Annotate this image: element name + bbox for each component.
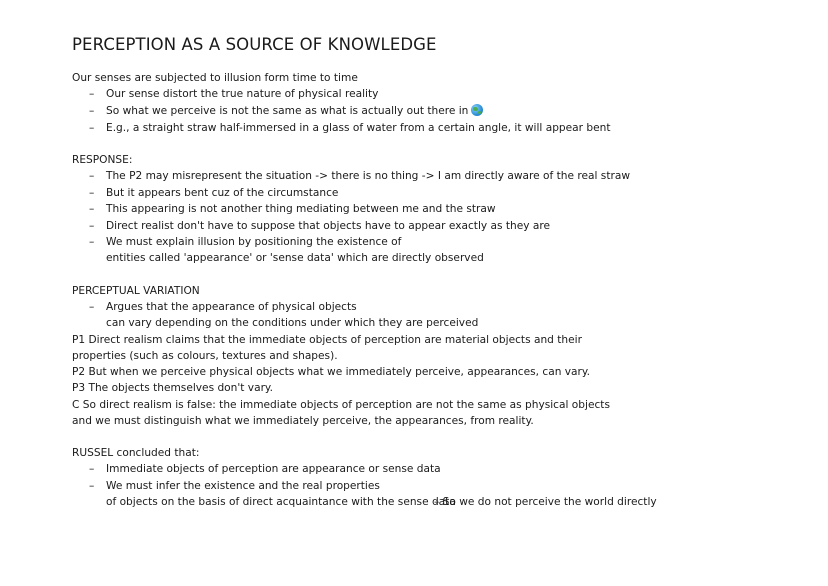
response-bullet-4: Direct realist don't have to suppose that objects have to appear exactly as they are <box>106 220 551 232</box>
variation-bullet: Argues that the appearance of physical objects <box>106 301 357 313</box>
bullet-dash: – <box>89 187 95 199</box>
intro-bullet-2 <box>106 104 483 118</box>
intro-heading: Our senses are subjected to illusion form time to time <box>72 72 358 84</box>
argument-line: P2 But when we perceive physical objects what we immediately perceive, appearances, can vary. <box>72 366 591 378</box>
russel-heading: RUSSEL concluded that: <box>72 447 200 459</box>
response-bullet-3: This appearing is not another thing mediating between me and the straw <box>106 203 496 215</box>
bullet-dash: – <box>89 301 95 313</box>
bullet-dash: – <box>89 236 95 248</box>
intro-bullet-1: Our sense distort the true nature of physical reality <box>106 88 379 100</box>
intro-bullet-2-text: So what we perceive is not the same as what is actually out there in <box>106 105 469 117</box>
argument-line: C So direct realism is false: the immediate objects of perception are not the same as physical objects <box>72 399 610 411</box>
page-title: PERCEPTION AS A SOURCE OF KNOWLEDGE <box>72 35 437 54</box>
bullet-dash: – <box>89 105 95 117</box>
variation-continuation: can vary depending on the conditions under which they are perceived <box>106 317 479 329</box>
argument-line: and we must distinguish what we immediately perceive, the appearances, from reality. <box>72 415 534 427</box>
russel-side-note: – So we do not perceive the world directly <box>434 496 657 508</box>
russel-continuation: of objects on the basis of direct acquaintance with the sense data <box>106 496 456 508</box>
intro-bullet-3: E.g., a straight straw half-immersed in a glass of water from a certain angle, it will appear bent <box>106 122 611 134</box>
response-bullet-5: We must explain illusion by positioning the existence of <box>106 236 402 248</box>
argument-line: properties (such as colours, textures and shapes). <box>72 350 338 362</box>
response-bullet-1: The P2 may misrepresent the situation -> there is no thing -> I am directly aware of the real straw <box>106 170 630 182</box>
variation-heading: PERCEPTUAL VARIATION <box>72 285 200 297</box>
argument-line: P1 Direct realism claims that the immediate objects of perception are material objects and their <box>72 334 582 346</box>
response-heading: RESPONSE: <box>72 154 133 166</box>
bullet-dash: – <box>89 220 95 232</box>
bullet-dash: – <box>89 480 95 492</box>
russel-bullet-2: We must infer the existence and the real properties <box>106 480 380 492</box>
russel-bullet-1: Immediate objects of perception are appearance or sense data <box>106 463 441 475</box>
argument-line: P3 The objects themselves don't vary. <box>72 382 274 394</box>
bullet-dash: – <box>89 122 95 134</box>
bullet-dash: – <box>89 203 95 215</box>
bullet-dash: – <box>89 88 95 100</box>
bullet-dash: – <box>89 170 95 182</box>
response-bullet-2: But it appears bent cuz of the circumstance <box>106 187 339 199</box>
bullet-dash: – <box>89 463 95 475</box>
globe-icon <box>471 104 483 116</box>
response-continuation: entities called 'appearance' or 'sense data' which are directly observed <box>106 252 484 264</box>
